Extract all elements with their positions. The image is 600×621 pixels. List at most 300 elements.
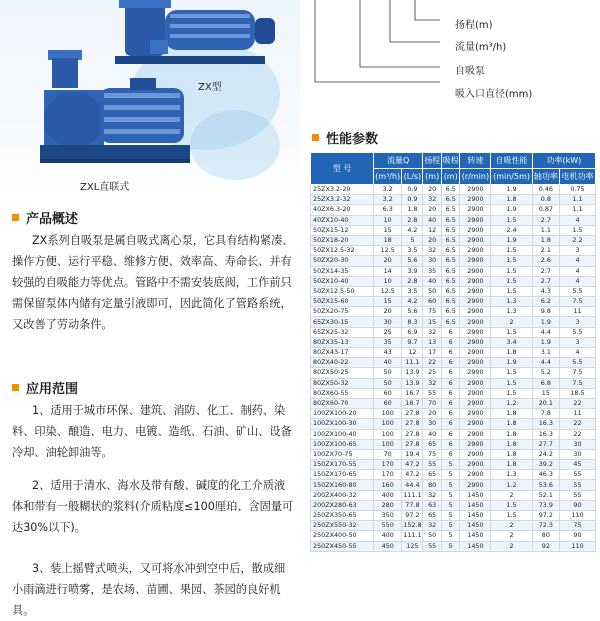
orange-square-icon [12, 214, 19, 221]
value-cell: 15 [374, 225, 402, 235]
value-cell: 2900 [460, 449, 491, 459]
value-cell: 4 [559, 348, 595, 358]
table-row [311, 235, 596, 245]
value-cell: 10 [374, 276, 402, 286]
table-row [311, 511, 596, 521]
value-cell: 5.5 [559, 358, 595, 368]
table-row [311, 439, 596, 449]
value-cell: 6 [441, 419, 460, 429]
value-cell: 2900 [460, 246, 491, 256]
model-cell: 50ZX15-60 [311, 297, 374, 307]
value-cell: 6.5 [441, 307, 460, 317]
value-cell: 47.2 [402, 470, 423, 480]
value-cell: 20 [374, 307, 402, 317]
value-cell: 1.3 [491, 470, 532, 480]
value-cell: 27.8 [402, 409, 423, 419]
value-cell: 11 [559, 409, 595, 419]
model-cell: 50ZX20-75 [311, 307, 374, 317]
overview-heading [12, 208, 78, 227]
value-cell: 1450 [460, 500, 491, 510]
value-cell: 77.8 [402, 500, 423, 510]
table-row [311, 541, 596, 551]
value-cell: 6.5 [441, 297, 460, 307]
value-cell: 2900 [460, 439, 491, 449]
value-cell: 5.2 [532, 368, 559, 378]
table-row [311, 246, 596, 256]
value-cell: 2.2 [559, 235, 595, 245]
table-row [311, 317, 596, 327]
value-cell: 1450 [460, 541, 491, 551]
model-cell: 80ZX35-13 [311, 337, 374, 347]
model-cell: 80ZX60-70 [311, 398, 374, 408]
application-title: 应用范围 [26, 382, 79, 397]
value-cell: 16.7 [402, 398, 423, 408]
table-row [311, 531, 596, 541]
value-cell: 10 [374, 215, 402, 225]
value-cell: 1450 [460, 511, 491, 521]
value-cell: 55 [423, 541, 442, 551]
value-cell: 2.7 [532, 215, 559, 225]
value-cell: 80 [532, 531, 559, 541]
value-cell: 65 [423, 470, 442, 480]
table-row [311, 195, 596, 205]
value-cell: 0.75 [559, 185, 595, 195]
model-cell: 150ZX170-55 [311, 460, 374, 470]
value-cell: 75 [423, 449, 442, 459]
model-cell: 80ZX40-22 [311, 358, 374, 368]
value-cell: 20 [374, 256, 402, 266]
value-cell: 6.5 [441, 246, 460, 256]
application-item-1: 1、适用于城市环保、建筑、消防、化工、制药、染料、印染、酿造、电力、电镀、造纸、石油、矿山、设备冷却、油轮卸油等。 [12, 404, 292, 459]
value-cell: 1.9 [532, 337, 559, 347]
value-cell: 6 [441, 358, 460, 368]
value-cell: 2900 [460, 368, 491, 378]
performance-table-body [311, 185, 596, 552]
value-cell: 1450 [460, 521, 491, 531]
value-cell: 15 [532, 388, 559, 398]
table-row [311, 368, 596, 378]
performance-table-wrap [310, 152, 596, 552]
header-suction: 吸程 [441, 153, 460, 169]
model-label-head: 扬程(m) [455, 20, 493, 31]
value-cell: 97.2 [532, 511, 559, 521]
value-cell: 2900 [460, 327, 491, 337]
value-cell: 1.5 [491, 368, 532, 378]
value-cell: 1.8 [491, 449, 532, 459]
value-cell: 2900 [460, 429, 491, 439]
value-cell: 0.8 [532, 195, 559, 205]
model-cell: 200ZX400-32 [311, 490, 374, 500]
header-model: 型 号 [311, 153, 374, 185]
value-cell: 97.2 [402, 511, 423, 521]
model-label-diameter: 吸入口直径(mm) [455, 89, 533, 100]
value-cell: 2 [491, 317, 532, 327]
value-cell: 5.6 [402, 307, 423, 317]
value-cell: 5 [441, 470, 460, 480]
value-cell: 1.8 [491, 439, 532, 449]
value-cell: 1.3 [491, 297, 532, 307]
value-cell: 30 [374, 317, 402, 327]
value-cell: 6 [441, 398, 460, 408]
value-cell: 2900 [460, 348, 491, 358]
value-cell: 20 [423, 185, 442, 195]
value-cell: 13.9 [402, 368, 423, 378]
table-row [311, 327, 596, 337]
value-cell: 4.4 [532, 358, 559, 368]
value-cell: 2.7 [532, 276, 559, 286]
value-cell: 6.2 [532, 297, 559, 307]
model-cell: 80ZX60-55 [311, 388, 374, 398]
value-cell: 2 [491, 490, 532, 500]
model-cell: 150ZX160-80 [311, 480, 374, 490]
table-row [311, 348, 596, 358]
value-cell: 2900 [460, 470, 491, 480]
performance-title: 性能参数 [326, 132, 379, 147]
value-cell: 4 [559, 256, 595, 266]
value-cell: 32 [423, 327, 442, 337]
value-cell: 100 [374, 409, 402, 419]
value-cell: 92 [532, 541, 559, 551]
value-cell: 12 [423, 225, 442, 235]
value-cell: 1.8 [491, 429, 532, 439]
value-cell: 2 [491, 541, 532, 551]
value-cell: 400 [374, 490, 402, 500]
model-cell: 100ZX100-30 [311, 419, 374, 429]
value-cell: 32 [423, 490, 442, 500]
header-head-unit: (m) [423, 169, 442, 185]
value-cell: 2900 [460, 358, 491, 368]
model-cell: 50ZX12.5-50 [311, 286, 374, 296]
value-cell: 2900 [460, 388, 491, 398]
value-cell: 3.4 [491, 337, 532, 347]
model-cell: 25ZX3.2-20 [311, 185, 374, 195]
value-cell: 9.8 [532, 307, 559, 317]
value-cell: 2900 [460, 276, 491, 286]
value-cell: 80 [423, 480, 442, 490]
table-row [311, 205, 596, 215]
value-cell: 2900 [460, 419, 491, 429]
table-row [311, 378, 596, 388]
value-cell: 1.8 [491, 409, 532, 419]
table-row [311, 266, 596, 276]
value-cell: 280 [374, 500, 402, 510]
value-cell: 3.9 [402, 266, 423, 276]
value-cell: 4.4 [532, 327, 559, 337]
value-cell: 40 [423, 215, 442, 225]
value-cell: 6.5 [441, 256, 460, 266]
value-cell: 3.2 [374, 195, 402, 205]
value-cell: 7.8 [532, 409, 559, 419]
value-cell: 2900 [460, 185, 491, 195]
value-cell: 35 [374, 337, 402, 347]
value-cell: 1.9 [491, 235, 532, 245]
value-cell: 14 [374, 266, 402, 276]
value-cell: 53.6 [532, 480, 559, 490]
value-cell: 65 [423, 511, 442, 521]
value-cell: 1.1 [559, 205, 595, 215]
value-cell: 55 [559, 470, 595, 480]
value-cell: 6.5 [441, 276, 460, 286]
value-cell: 11.1 [402, 358, 423, 368]
value-cell: 52.1 [532, 490, 559, 500]
header-head: 扬程 [423, 153, 442, 169]
value-cell: 20 [423, 205, 442, 215]
value-cell: 0.46 [532, 185, 559, 195]
value-cell: 18.5 [559, 388, 595, 398]
value-cell: 32 [423, 195, 442, 205]
water-splash [190, 110, 280, 180]
value-cell: 1.1 [532, 225, 559, 235]
table-row [311, 297, 596, 307]
value-cell: 55 [559, 480, 595, 490]
value-cell: 1.2 [491, 480, 532, 490]
value-cell: 160 [374, 480, 402, 490]
value-cell: 1.5 [491, 266, 532, 276]
value-cell: 13.9 [402, 378, 423, 388]
value-cell: 22 [559, 429, 595, 439]
value-cell: 9.7 [402, 337, 423, 347]
value-cell: 32 [423, 521, 442, 531]
value-cell: 1.8 [491, 460, 532, 470]
table-row [311, 409, 596, 419]
value-cell: 1.5 [491, 246, 532, 256]
value-cell: 5 [441, 490, 460, 500]
model-cell: 50ZX14-35 [311, 266, 374, 276]
model-cell: 80ZX50-25 [311, 368, 374, 378]
table-row [311, 225, 596, 235]
table-row [311, 490, 596, 500]
value-cell: 2900 [460, 195, 491, 205]
model-cell: 250ZX350-65 [311, 511, 374, 521]
value-cell: 2900 [460, 266, 491, 276]
model-cell: 50ZX15-12 [311, 225, 374, 235]
value-cell: 5 [402, 235, 423, 245]
model-cell: 250ZX450-55 [311, 541, 374, 551]
model-cell: 100ZX100-20 [311, 409, 374, 419]
table-row [311, 185, 596, 195]
value-cell: 32 [423, 378, 442, 388]
value-cell: 19.4 [402, 449, 423, 459]
application-item-2: 2、适用于清水、海水及带有酸、碱度的化工介质液体和带有一般糊状的浆料(介质粘度≤100厘珀、含固量可达30%以下)。 [12, 479, 294, 534]
value-cell: 100 [374, 439, 402, 449]
value-cell: 152.8 [403, 521, 422, 530]
zxl-pump-image [40, 50, 200, 175]
value-cell: 5 [441, 511, 460, 521]
value-cell: 550 [374, 521, 402, 531]
value-cell: 2900 [460, 225, 491, 235]
overview-title: 产品概述 [26, 212, 79, 227]
value-cell: 450 [374, 541, 402, 551]
value-cell: 3.5 [402, 286, 423, 296]
value-cell: 1.8 [491, 348, 532, 358]
value-cell: 100 [374, 429, 402, 439]
value-cell: 70 [374, 449, 402, 459]
value-cell: 3 [559, 337, 595, 347]
model-cell: 80ZX50-32 [311, 378, 374, 388]
value-cell: 7.5 [559, 297, 595, 307]
value-cell: 400 [374, 531, 402, 541]
value-cell: 1.5 [491, 276, 532, 286]
value-cell: 4.3 [532, 286, 559, 296]
value-cell: 27.8 [402, 439, 423, 449]
value-cell: 50 [423, 531, 442, 541]
value-cell: 100 [374, 419, 402, 429]
value-cell: 55 [423, 460, 442, 470]
value-cell: 5.6 [402, 256, 423, 266]
table-row [311, 276, 596, 286]
value-cell: 30 [559, 439, 595, 449]
value-cell: 4.2 [402, 225, 423, 235]
header-speed: 转速 [460, 153, 491, 169]
value-cell: 2900 [460, 256, 491, 266]
value-cell: 170 [374, 460, 402, 470]
model-cell: 65ZX25-32 [311, 327, 374, 337]
value-cell: 25 [374, 327, 402, 337]
table-row [311, 449, 596, 459]
value-cell: 11 [559, 307, 595, 317]
zx-caption: ZX型 [198, 82, 222, 93]
value-cell: 2 [491, 531, 532, 541]
value-cell: 16.3 [532, 429, 559, 439]
value-cell: 1.5 [559, 225, 595, 235]
value-cell: 16.7 [402, 388, 423, 398]
table-row [311, 429, 596, 439]
model-cell: 40ZX10-40 [311, 215, 374, 225]
value-cell: 70 [423, 398, 442, 408]
value-cell: 30 [559, 449, 595, 459]
orange-square-icon [12, 384, 19, 391]
value-cell: 20.1 [532, 398, 559, 408]
value-cell: 7.5 [559, 368, 595, 378]
value-cell: 40 [423, 429, 442, 439]
value-cell: 1.5 [491, 500, 532, 510]
value-cell: 0.87 [532, 205, 559, 215]
value-cell: 3 [559, 317, 595, 327]
value-cell: 3 [559, 246, 595, 256]
value-cell: 2900 [460, 297, 491, 307]
value-cell: 1.9 [532, 317, 559, 327]
value-cell: 5 [441, 460, 460, 470]
value-cell: 40 [423, 276, 442, 286]
header-flow-ls: (L/s) [402, 169, 423, 185]
value-cell: 12.5 [374, 286, 402, 296]
model-cell: 25ZX3.2-32 [311, 195, 374, 205]
value-cell: 2900 [460, 378, 491, 388]
value-cell: 0.9 [402, 185, 423, 195]
value-cell: 2900 [460, 215, 491, 225]
value-cell: 1.5 [491, 388, 532, 398]
header-suction-unit: (m) [441, 169, 460, 185]
value-cell: 55 [559, 490, 595, 500]
value-cell: 5 [441, 541, 460, 551]
value-cell: 1.9 [491, 205, 532, 215]
value-cell: 2900 [460, 460, 491, 470]
value-cell: 35 [423, 266, 442, 276]
value-cell: 3.2 [374, 185, 402, 195]
model-cell: 200ZX280-63 [311, 500, 374, 510]
value-cell: 4.2 [402, 297, 423, 307]
header-selfprime-unit: (min/5m) [491, 169, 532, 185]
value-cell: 1.5 [491, 286, 532, 296]
application-heading [12, 378, 78, 397]
header-selfprime: 自吸性能 [491, 153, 532, 169]
performance-heading [312, 128, 378, 147]
value-cell: 6.5 [441, 195, 460, 205]
header-power: 功率(kW) [532, 153, 595, 169]
value-cell: 2900 [460, 205, 491, 215]
value-cell: 22 [559, 398, 595, 408]
value-cell: 6.5 [441, 205, 460, 215]
value-cell: 46.3 [532, 470, 559, 480]
value-cell: 2.6 [532, 256, 559, 266]
value-cell: 18 [374, 235, 402, 245]
value-cell: 111.1 [403, 490, 422, 499]
value-cell: 110 [559, 511, 595, 521]
value-cell: 63 [423, 500, 442, 510]
value-cell: 170 [374, 470, 402, 480]
value-cell: 50 [374, 378, 402, 388]
value-cell: 1.8 [491, 195, 532, 205]
model-cell: 250ZX400-50 [311, 531, 374, 541]
model-cell: 100ZX100-65 [311, 439, 374, 449]
value-cell: 5 [441, 521, 460, 531]
value-cell: 1.2 [491, 398, 532, 408]
value-cell: 24.2 [532, 449, 559, 459]
table-row [311, 286, 596, 296]
left-column [0, 0, 300, 617]
table-row [311, 358, 596, 368]
performance-table [310, 152, 596, 552]
orange-square-icon [312, 134, 319, 141]
value-cell: 47.2 [402, 460, 423, 470]
value-cell: 1.5 [491, 327, 532, 337]
table-row [311, 460, 596, 470]
value-cell: 2900 [460, 286, 491, 296]
value-cell: 2900 [460, 307, 491, 317]
value-cell: 55 [423, 388, 442, 398]
value-cell: 16.3 [532, 419, 559, 429]
value-cell: 350 [374, 511, 402, 521]
value-cell: 6.5 [441, 235, 460, 245]
value-cell: 30 [423, 419, 442, 429]
header-speed-unit: (r/min) [460, 169, 491, 185]
value-cell: 6 [441, 348, 460, 358]
value-cell: 6 [441, 449, 460, 459]
value-cell: 20 [423, 409, 442, 419]
value-cell: 3.1 [532, 348, 559, 358]
model-code-diagram [300, 0, 600, 110]
value-cell: 125 [402, 541, 423, 551]
value-cell: 20 [423, 235, 442, 245]
value-cell: 6 [441, 378, 460, 388]
overview-text: ZX系列自吸泵是属自吸式离心泵，它具有结构紧凑、操作方便、运行平稳、维修方便、效率高、寿命长、并有较强的自吸能力等优点。管路中不需安装底阀，工作前只需保留泵体内储有定量引液即可，因此简化了管路系统，又改善了劳动条件。 [12, 234, 294, 331]
value-cell: 1.8 [402, 205, 423, 215]
value-cell: 75 [559, 521, 595, 531]
table-row [311, 419, 596, 429]
model-cell: 250ZX550-32 [311, 521, 374, 531]
model-cell: 65ZX30-15 [311, 317, 374, 327]
value-cell: 6.5 [441, 185, 460, 195]
model-cell: 50ZX20-30 [311, 256, 374, 266]
value-cell: 6.9 [402, 327, 423, 337]
value-cell: 30 [423, 256, 442, 266]
value-cell: 39.2 [532, 460, 559, 470]
value-cell: 2900 [460, 398, 491, 408]
value-cell: 75 [423, 307, 442, 317]
value-cell: 17 [423, 348, 442, 358]
table-row [311, 398, 596, 408]
value-cell: 15 [374, 297, 402, 307]
